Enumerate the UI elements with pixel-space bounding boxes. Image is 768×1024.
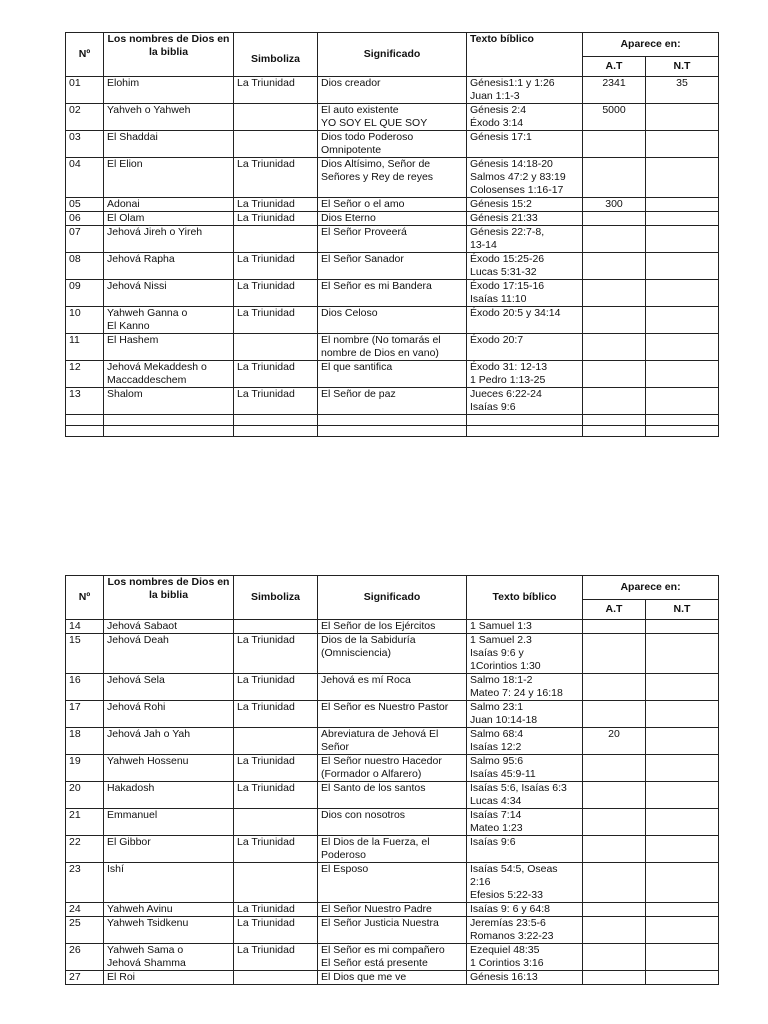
row-symbolizes: [234, 104, 318, 131]
row-name: El Roi: [104, 971, 234, 985]
table-row: [66, 415, 719, 426]
row-meaning: [318, 426, 467, 437]
row-nt-count: [646, 782, 719, 809]
row-bible-text: Génesis 15:2: [467, 198, 583, 212]
row-name: El Olam: [104, 212, 234, 226]
row-at-count: [583, 903, 646, 917]
table-row: [66, 212, 719, 226]
row-bible-text: Génesis 21:33: [467, 212, 583, 226]
table-row: [66, 334, 719, 361]
header-symbolizes: Simboliza: [234, 576, 318, 620]
row-symbolizes: La Triunidad: [234, 361, 318, 388]
row-nt-count: [646, 226, 719, 253]
row-at-count: 20: [583, 728, 646, 755]
table-row: [66, 307, 719, 334]
row-number: 01: [66, 77, 104, 104]
row-symbolizes: [234, 226, 318, 253]
row-bible-text: Éxodo 17:15-16 Isaías 11:10: [467, 280, 583, 307]
row-number: 20: [66, 782, 104, 809]
row-nt-count: 35: [646, 77, 719, 104]
row-at-count: [583, 131, 646, 158]
row-meaning: El Dios de la Fuerza, el Poderoso: [318, 836, 467, 863]
row-nt-count: [646, 388, 719, 415]
row-symbolizes: La Triunidad: [234, 782, 318, 809]
row-nt-count: [646, 971, 719, 985]
row-name: Yahweh Sama o Jehová Shamma: [104, 944, 234, 971]
row-name: Jehová Rohi: [104, 701, 234, 728]
row-at-count: [583, 634, 646, 674]
row-at-count: [583, 917, 646, 944]
row-name: Shalom: [104, 388, 234, 415]
row-at-count: [583, 388, 646, 415]
row-meaning: El Señor nuestro Hacedor (Formador o Alfarero): [318, 755, 467, 782]
row-meaning: El Señor Sanador: [318, 253, 467, 280]
row-bible-text: Isaías 9:6: [467, 836, 583, 863]
row-symbolizes: La Triunidad: [234, 917, 318, 944]
row-meaning: [318, 415, 467, 426]
table-row: [66, 280, 719, 307]
row-symbolizes: La Triunidad: [234, 836, 318, 863]
table-row: [66, 426, 719, 437]
row-name: Jehová Sabaot: [104, 620, 234, 634]
header-num: Nº: [66, 576, 104, 620]
row-nt-count: [646, 728, 719, 755]
row-meaning: El Señor es Nuestro Pastor: [318, 701, 467, 728]
row-at-count: [583, 701, 646, 728]
header-bible-text: Texto bíblico: [467, 576, 583, 620]
row-symbolizes: La Triunidad: [234, 388, 318, 415]
row-at-count: [583, 361, 646, 388]
row-name: El Hashem: [104, 334, 234, 361]
table-row: [66, 361, 719, 388]
row-name: Yahweh Tsidkenu: [104, 917, 234, 944]
row-at-count: [583, 782, 646, 809]
row-bible-text: Éxodo 31: 12-13 1 Pedro 1:13-25: [467, 361, 583, 388]
row-at-count: [583, 334, 646, 361]
row-meaning: El Señor Nuestro Padre: [318, 903, 467, 917]
row-name: Yahweh Ganna o El Kanno: [104, 307, 234, 334]
row-nt-count: [646, 674, 719, 701]
table-row: [66, 674, 719, 701]
row-at-count: [583, 971, 646, 985]
row-number: 02: [66, 104, 104, 131]
row-name: Ishí: [104, 863, 234, 903]
row-number: 27: [66, 971, 104, 985]
row-number: 24: [66, 903, 104, 917]
table-row: [66, 971, 719, 985]
row-nt-count: [646, 944, 719, 971]
row-meaning: El nombre (No tomarás el nombre de Dios en vano): [318, 334, 467, 361]
row-meaning: Dios Eterno: [318, 212, 467, 226]
row-symbolizes: [234, 809, 318, 836]
row-nt-count: [646, 158, 719, 198]
row-bible-text: Isaías 5:6, Isaías 6:3 Lucas 4:34: [467, 782, 583, 809]
row-bible-text: Salmo 68:4 Isaías 12:2: [467, 728, 583, 755]
row-name: Jehová Deah: [104, 634, 234, 674]
header-meaning: Significado: [318, 33, 467, 77]
row-symbolizes: La Triunidad: [234, 755, 318, 782]
row-name: Yahweh Hossenu: [104, 755, 234, 782]
row-bible-text: Génesis 22:7-8, 13-14: [467, 226, 583, 253]
row-symbolizes: [234, 728, 318, 755]
table-row: [66, 701, 719, 728]
row-nt-count: [646, 415, 719, 426]
row-bible-text: Salmo 18:1-2 Mateo 7: 24 y 16:18: [467, 674, 583, 701]
row-symbolizes: La Triunidad: [234, 674, 318, 701]
row-number: 26: [66, 944, 104, 971]
row-meaning: El Señor de paz: [318, 388, 467, 415]
row-nt-count: [646, 863, 719, 903]
row-name: Emmanuel: [104, 809, 234, 836]
table-row: [66, 131, 719, 158]
row-name: Hakadosh: [104, 782, 234, 809]
row-bible-text: Jueces 6:22-24 Isaías 9:6: [467, 388, 583, 415]
row-bible-text: Ezequiel 48:35 1 Corintios 3:16: [467, 944, 583, 971]
row-bible-text: 1 Samuel 2.3 Isaías 9:6 y 1Corintios 1:30: [467, 634, 583, 674]
table-row: [66, 836, 719, 863]
row-bible-text: Jeremías 23:5-6 Romanos 3:22-23: [467, 917, 583, 944]
row-number: 06: [66, 212, 104, 226]
row-number: 16: [66, 674, 104, 701]
table-1-body: [66, 77, 719, 437]
header-meaning: Significado: [318, 576, 467, 620]
row-number: 13: [66, 388, 104, 415]
row-bible-text: Salmo 23:1 Juan 10:14-18: [467, 701, 583, 728]
row-number: 04: [66, 158, 104, 198]
header-name: Los nombres de Dios en la biblia: [104, 33, 234, 77]
row-nt-count: [646, 253, 719, 280]
header-symbolizes: Simboliza: [234, 33, 318, 77]
row-at-count: 300: [583, 198, 646, 212]
row-at-count: [583, 755, 646, 782]
row-at-count: [583, 226, 646, 253]
header-at: A.T: [583, 57, 646, 77]
table-row: [66, 620, 719, 634]
row-meaning: El Señor de los Ejércitos: [318, 620, 467, 634]
row-nt-count: [646, 212, 719, 226]
row-meaning: El Señor es mi Bandera: [318, 280, 467, 307]
row-at-count: 5000: [583, 104, 646, 131]
row-name: Jehová Nissi: [104, 280, 234, 307]
row-meaning: El Dios que me ve: [318, 971, 467, 985]
row-nt-count: [646, 809, 719, 836]
row-symbolizes: La Triunidad: [234, 280, 318, 307]
table-row: [66, 917, 719, 944]
row-bible-text: 1 Samuel 1:3: [467, 620, 583, 634]
row-number: 11: [66, 334, 104, 361]
row-meaning: Dios de la Sabiduría (Omnisciencia): [318, 634, 467, 674]
row-nt-count: [646, 198, 719, 212]
row-at-count: [583, 863, 646, 903]
row-symbolizes: La Triunidad: [234, 903, 318, 917]
row-nt-count: [646, 755, 719, 782]
row-meaning: Dios todo Poderoso Omnipotente: [318, 131, 467, 158]
row-nt-count: [646, 836, 719, 863]
row-meaning: El Señor o el amo: [318, 198, 467, 212]
table-row: [66, 728, 719, 755]
row-meaning: El auto existente YO SOY EL QUE SOY: [318, 104, 467, 131]
row-at-count: [583, 212, 646, 226]
row-nt-count: [646, 620, 719, 634]
table-row: [66, 944, 719, 971]
table-row: [66, 388, 719, 415]
row-number: 17: [66, 701, 104, 728]
row-nt-count: [646, 426, 719, 437]
row-nt-count: [646, 634, 719, 674]
row-bible-text: Isaías 9: 6 y 64:8: [467, 903, 583, 917]
row-name: [104, 426, 234, 437]
row-number: [66, 426, 104, 437]
header-nt: N.T: [646, 600, 719, 620]
row-symbolizes: [234, 426, 318, 437]
header-at: A.T: [583, 600, 646, 620]
row-symbolizes: [234, 620, 318, 634]
row-at-count: [583, 415, 646, 426]
row-meaning: Dios creador: [318, 77, 467, 104]
row-bible-text: Isaías 7:14 Mateo 1:23: [467, 809, 583, 836]
row-symbolizes: La Triunidad: [234, 307, 318, 334]
row-name: [104, 415, 234, 426]
row-number: 14: [66, 620, 104, 634]
row-bible-text: Génesis 16:13: [467, 971, 583, 985]
row-meaning: Dios Altísimo, Señor de Señores y Rey de reyes: [318, 158, 467, 198]
row-at-count: [583, 809, 646, 836]
row-bible-text: Isaías 54:5, Oseas 2:16 Efesios 5:22-33: [467, 863, 583, 903]
table-row: [66, 903, 719, 917]
row-meaning: Dios con nosotros: [318, 809, 467, 836]
row-symbolizes: [234, 334, 318, 361]
row-meaning: El Señor es mi compañero El Señor está presente: [318, 944, 467, 971]
row-number: [66, 415, 104, 426]
row-name: Jehová Mekaddesh o Maccaddeschem: [104, 361, 234, 388]
row-symbolizes: [234, 415, 318, 426]
table-row: [66, 104, 719, 131]
row-bible-text: [467, 426, 583, 437]
header-name: Los nombres de Dios en la biblia: [104, 576, 234, 620]
row-name: El Elion: [104, 158, 234, 198]
row-at-count: [583, 944, 646, 971]
row-number: 18: [66, 728, 104, 755]
table-row: [66, 782, 719, 809]
row-bible-text: Génesis 17:1: [467, 131, 583, 158]
row-at-count: [583, 158, 646, 198]
row-at-count: [583, 253, 646, 280]
row-symbolizes: [234, 131, 318, 158]
row-number: 10: [66, 307, 104, 334]
row-at-count: [583, 620, 646, 634]
row-at-count: [583, 426, 646, 437]
row-symbolizes: La Triunidad: [234, 198, 318, 212]
header-num: Nº: [66, 33, 104, 77]
table-row: [66, 198, 719, 212]
row-symbolizes: La Triunidad: [234, 158, 318, 198]
row-name: Adonai: [104, 198, 234, 212]
row-symbolizes: La Triunidad: [234, 253, 318, 280]
table-row: [66, 755, 719, 782]
row-bible-text: [467, 415, 583, 426]
row-symbolizes: [234, 863, 318, 903]
row-meaning: El Santo de los santos: [318, 782, 467, 809]
row-nt-count: [646, 104, 719, 131]
row-nt-count: [646, 701, 719, 728]
row-nt-count: [646, 917, 719, 944]
table-row: [66, 253, 719, 280]
row-nt-count: [646, 307, 719, 334]
row-meaning: El que santifica: [318, 361, 467, 388]
row-number: 23: [66, 863, 104, 903]
row-nt-count: [646, 280, 719, 307]
row-meaning: Jehová es mí Roca: [318, 674, 467, 701]
names-table-2: [65, 575, 719, 985]
row-at-count: [583, 307, 646, 334]
row-symbolizes: La Triunidad: [234, 701, 318, 728]
row-meaning: Dios Celoso: [318, 307, 467, 334]
row-name: Jehová Jah o Yah: [104, 728, 234, 755]
table-2-body: [66, 620, 719, 985]
row-nt-count: [646, 903, 719, 917]
header-nt: N.T: [646, 57, 719, 77]
row-nt-count: [646, 334, 719, 361]
row-number: 08: [66, 253, 104, 280]
row-number: 09: [66, 280, 104, 307]
row-symbolizes: La Triunidad: [234, 77, 318, 104]
row-name: Jehová Jireh o Yireh: [104, 226, 234, 253]
table-row: [66, 77, 719, 104]
row-bible-text: Génesis 2:4 Éxodo 3:14: [467, 104, 583, 131]
row-name: Jehová Sela: [104, 674, 234, 701]
row-number: 21: [66, 809, 104, 836]
row-meaning: El Esposo: [318, 863, 467, 903]
row-symbolizes: La Triunidad: [234, 212, 318, 226]
row-bible-text: Éxodo 20:5 y 34:14: [467, 307, 583, 334]
row-nt-count: [646, 131, 719, 158]
table-row: [66, 634, 719, 674]
row-at-count: 2341: [583, 77, 646, 104]
row-name: Yahveh o Yahweh: [104, 104, 234, 131]
row-bible-text: Salmo 95:6 Isaías 45:9-11: [467, 755, 583, 782]
row-name: Jehová Rapha: [104, 253, 234, 280]
header-bible-text: Texto bíblico: [467, 33, 583, 77]
row-name: El Gibbor: [104, 836, 234, 863]
row-name: Elohim: [104, 77, 234, 104]
row-number: 25: [66, 917, 104, 944]
row-bible-text: Éxodo 20:7: [467, 334, 583, 361]
row-number: 03: [66, 131, 104, 158]
row-nt-count: [646, 361, 719, 388]
row-bible-text: Génesis1:1 y 1:26 Juan 1:1-3: [467, 77, 583, 104]
row-number: 22: [66, 836, 104, 863]
row-at-count: [583, 836, 646, 863]
header-appears-in: Aparece en:: [583, 33, 719, 57]
table-row: [66, 809, 719, 836]
row-symbolizes: La Triunidad: [234, 634, 318, 674]
row-meaning: El Señor Proveerá: [318, 226, 467, 253]
row-name: Yahweh Avinu: [104, 903, 234, 917]
row-at-count: [583, 674, 646, 701]
table-row: [66, 226, 719, 253]
row-number: 19: [66, 755, 104, 782]
row-number: 12: [66, 361, 104, 388]
row-symbolizes: La Triunidad: [234, 944, 318, 971]
row-name: El Shaddai: [104, 131, 234, 158]
names-table-1: [65, 32, 719, 437]
row-number: 07: [66, 226, 104, 253]
header-appears-in: Aparece en:: [583, 576, 719, 600]
row-bible-text: Génesis 14:18-20 Salmos 47:2 y 83:19 Colosenses 1:16-17: [467, 158, 583, 198]
table-row: [66, 863, 719, 903]
row-meaning: Abreviatura de Jehová El Señor: [318, 728, 467, 755]
row-bible-text: Éxodo 15:25-26 Lucas 5:31-32: [467, 253, 583, 280]
table-row: [66, 158, 719, 198]
row-number: 15: [66, 634, 104, 674]
row-symbolizes: [234, 971, 318, 985]
row-number: 05: [66, 198, 104, 212]
row-at-count: [583, 280, 646, 307]
row-meaning: El Señor Justicia Nuestra: [318, 917, 467, 944]
